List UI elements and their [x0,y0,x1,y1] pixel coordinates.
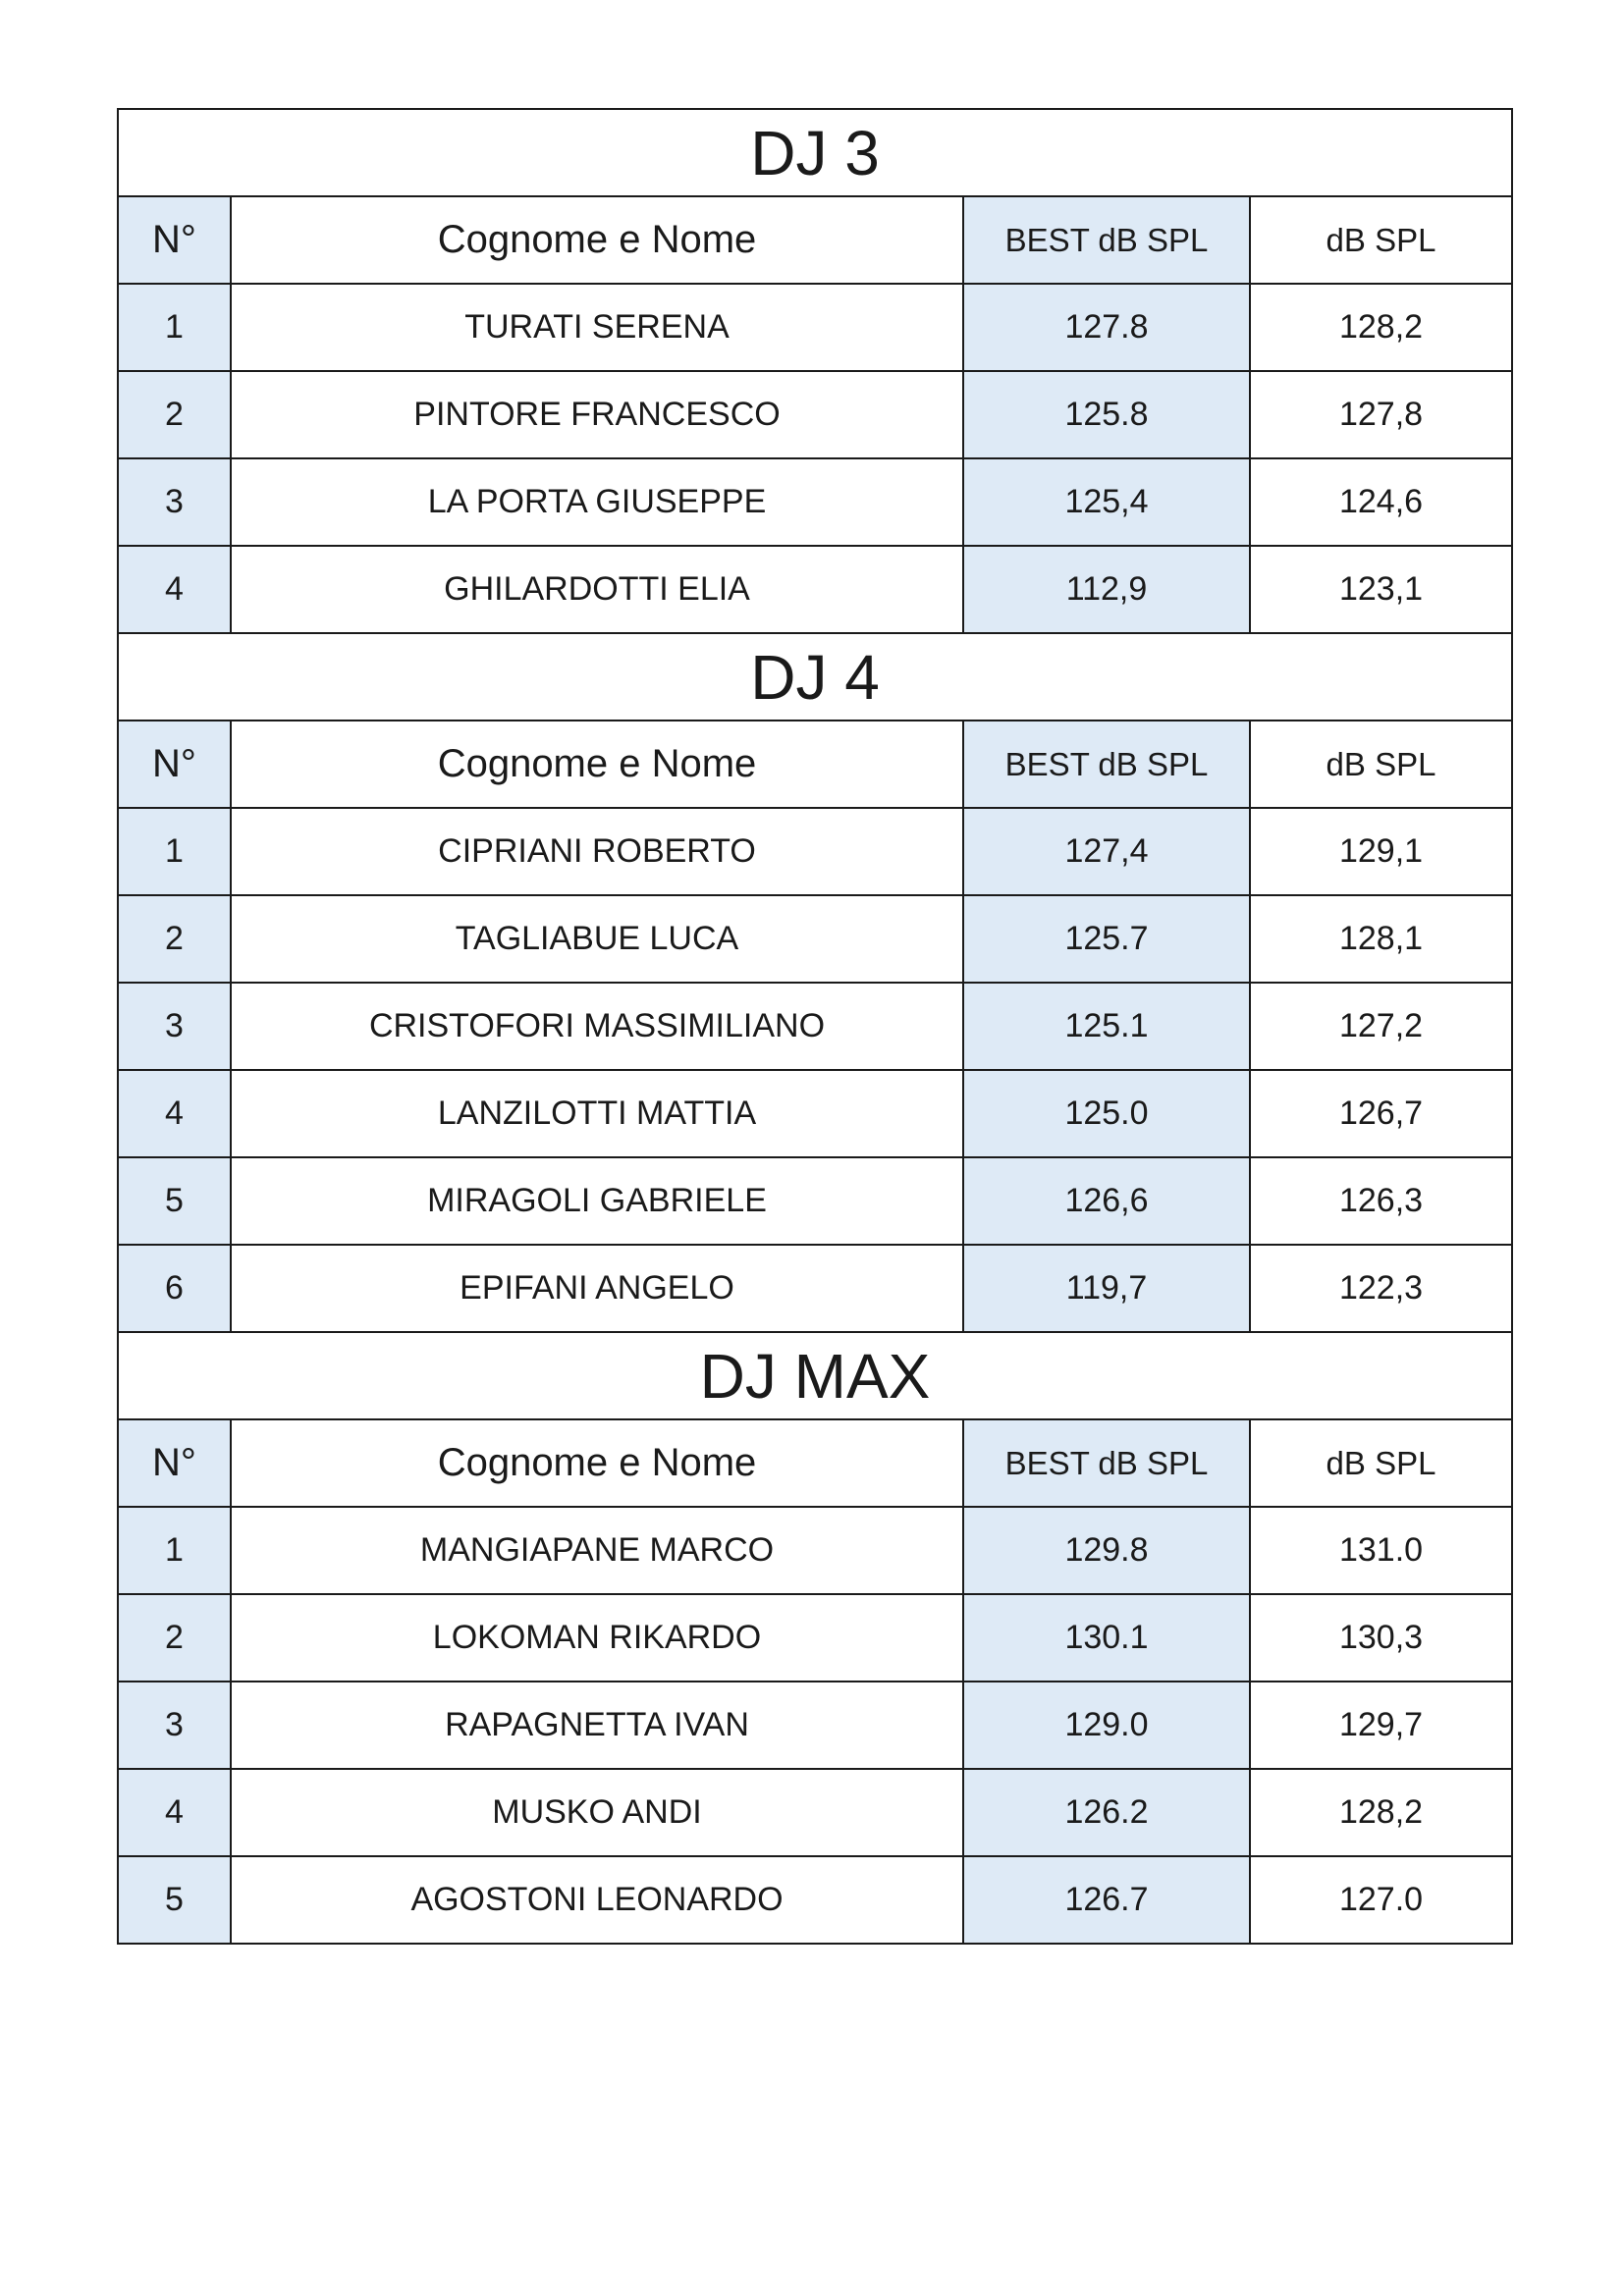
row-name: CIPRIANI ROBERTO [231,808,963,895]
table-row [118,371,1512,458]
header-number: N° [118,1419,231,1507]
row-best-db-spl: 125,4 [963,458,1250,546]
row-number: 1 [118,808,231,895]
header-number: N° [118,721,231,808]
row-name: PINTORE FRANCESCO [231,371,963,458]
table-row [118,983,1512,1070]
row-number: 1 [118,1507,231,1594]
header-name: Cognome e Nome [231,196,963,284]
row-db-spl: 126,3 [1250,1157,1512,1245]
row-name: GHILARDOTTI ELIA [231,546,963,633]
row-db-spl: 128,1 [1250,895,1512,983]
row-best-db-spl: 130.1 [963,1594,1250,1682]
table-row [118,1682,1512,1769]
row-db-spl: 123,1 [1250,546,1512,633]
header-best-db-spl: BEST dB SPL [963,1419,1250,1507]
header-db-spl: dB SPL [1250,1419,1512,1507]
row-name: MUSKO ANDI [231,1769,963,1856]
row-best-db-spl: 126.2 [963,1769,1250,1856]
header-name: Cognome e Nome [231,721,963,808]
table-row [118,1245,1512,1332]
row-number: 4 [118,1070,231,1157]
row-db-spl: 126,7 [1250,1070,1512,1157]
row-best-db-spl: 125.1 [963,983,1250,1070]
table-row [118,284,1512,371]
section-title-row [118,109,1512,196]
row-db-spl: 127.0 [1250,1856,1512,1944]
header-db-spl: dB SPL [1250,196,1512,284]
section-title: DJ MAX [118,1332,1512,1419]
row-db-spl: 127,8 [1250,371,1512,458]
row-name: CRISTOFORI MASSIMILIANO [231,983,963,1070]
row-number: 2 [118,895,231,983]
row-name: LOKOMAN RIKARDO [231,1594,963,1682]
table-row [118,1070,1512,1157]
row-name: EPIFANI ANGELO [231,1245,963,1332]
column-header-row [118,196,1512,284]
row-name: MANGIAPANE MARCO [231,1507,963,1594]
row-number: 1 [118,284,231,371]
row-number: 5 [118,1856,231,1944]
results-table-body [118,109,1512,1944]
row-name: MIRAGOLI GABRIELE [231,1157,963,1245]
section-title: DJ 4 [118,633,1512,721]
row-number: 4 [118,1769,231,1856]
table-row [118,546,1512,633]
row-number: 2 [118,1594,231,1682]
section-title-row [118,633,1512,721]
table-row [118,1594,1512,1682]
row-name: LANZILOTTI MATTIA [231,1070,963,1157]
row-best-db-spl: 119,7 [963,1245,1250,1332]
table-row [118,1769,1512,1856]
row-name: TAGLIABUE LUCA [231,895,963,983]
row-number: 6 [118,1245,231,1332]
row-db-spl: 130,3 [1250,1594,1512,1682]
table-row [118,1856,1512,1944]
row-db-spl: 128,2 [1250,1769,1512,1856]
row-db-spl: 128,2 [1250,284,1512,371]
row-name: AGOSTONI LEONARDO [231,1856,963,1944]
row-number: 4 [118,546,231,633]
row-number: 5 [118,1157,231,1245]
table-row [118,1507,1512,1594]
row-name: LA PORTA GIUSEPPE [231,458,963,546]
row-best-db-spl: 125.0 [963,1070,1250,1157]
results-document [117,108,1511,1945]
row-best-db-spl: 125.7 [963,895,1250,983]
header-number: N° [118,196,231,284]
row-db-spl: 122,3 [1250,1245,1512,1332]
row-db-spl: 131.0 [1250,1507,1512,1594]
row-db-spl: 129,7 [1250,1682,1512,1769]
row-db-spl: 129,1 [1250,808,1512,895]
header-db-spl: dB SPL [1250,721,1512,808]
table-row [118,895,1512,983]
column-header-row [118,721,1512,808]
row-name: RAPAGNETTA IVAN [231,1682,963,1769]
header-best-db-spl: BEST dB SPL [963,721,1250,808]
section-title: DJ 3 [118,109,1512,196]
row-db-spl: 124,6 [1250,458,1512,546]
table-row [118,458,1512,546]
section-title-row [118,1332,1512,1419]
row-number: 2 [118,371,231,458]
row-best-db-spl: 112,9 [963,546,1250,633]
row-best-db-spl: 129.0 [963,1682,1250,1769]
table-row [118,1157,1512,1245]
results-table [117,108,1513,1945]
row-best-db-spl: 125.8 [963,371,1250,458]
row-best-db-spl: 126.7 [963,1856,1250,1944]
row-number: 3 [118,983,231,1070]
header-best-db-spl: BEST dB SPL [963,196,1250,284]
table-row [118,808,1512,895]
row-db-spl: 127,2 [1250,983,1512,1070]
column-header-row [118,1419,1512,1507]
row-name: TURATI SERENA [231,284,963,371]
header-name: Cognome e Nome [231,1419,963,1507]
row-best-db-spl: 127,4 [963,808,1250,895]
row-number: 3 [118,1682,231,1769]
row-best-db-spl: 127.8 [963,284,1250,371]
row-best-db-spl: 126,6 [963,1157,1250,1245]
row-number: 3 [118,458,231,546]
row-best-db-spl: 129.8 [963,1507,1250,1594]
